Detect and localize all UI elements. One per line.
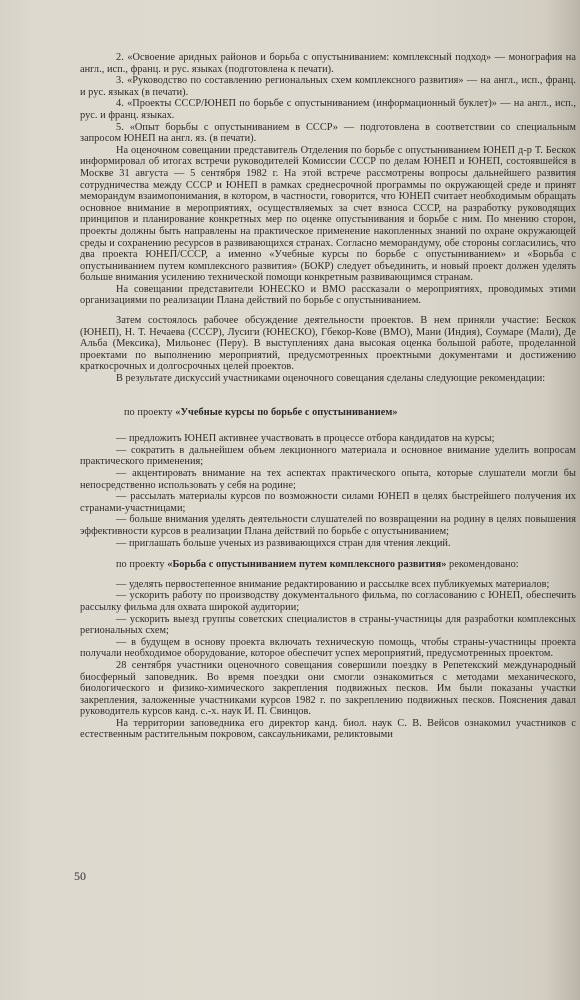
list-item: — в будущем в основу проекта включать техническую помощь, чтобы страны-участницы проекта получали необходимое оборудование, которое обеспечит успех мероприятий, предусмотренных проектом. [80, 636, 576, 660]
heading-prefix: по проекту [124, 406, 176, 418]
project-title: «Учебные курсы по борьбе с опустыниванием» [175, 406, 398, 418]
project-title: «Борьба с опустыниванием путем комплексного развития» [167, 559, 447, 571]
paragraph: 5. «Опыт борьбы с опустыниванием в СССР» — подготовлена в соответствии со специальным запросом ЮНЕП на англ. яз. (в печати). [80, 121, 576, 145]
list-item: — ускорить выезд группы советских специалистов в страны-участницы для разработки комплексных региональных схем; [80, 613, 576, 637]
page-text [80, 52, 576, 741]
list-item: — рассылать материалы курсов по возможности силами ЮНЕП в целях быстрейшего получения их странами-участницами; [80, 491, 576, 514]
paragraph: Затем состоялось рабочее обсуждение деятельности проектов. В нем приняли участие: Бескок (ЮНЕП), Н. Т. Нечаева (СССР), Лусиги (ЮНЕСКО), Гбекор-Кове (ВМО), Мани (Индия), Соумаре (Мали), Де Альба (Мексика), Мильонес (Перу). В выступлениях дана высокая оценка большой работе, проделанной проектами по выполнению мероприятий, предусмотренных проектными документами и достижению краткосрочных и долгосрочных целей проектов. [80, 315, 576, 373]
list-item: — сократить в дальнейшем объем лекционного материала и основное внимание уделить вопросам практического применения; [80, 444, 576, 468]
page-number: 50 [74, 869, 86, 883]
paragraph: 28 сентября участники оценочного совещания совершили поездку в Репетекский международный биосферный заповедник. Во время поездки они смогли ознакомиться с методами механического, биологического и физико-химического закрепления подвижных песков. Им были показаны участки закрепления, заложенные участниками курсов 1982 г. по закреплению подвижных песков. Пояснения давал руководитель курсов канд. с.-х. наук И. П. Свинцов. [80, 659, 576, 718]
heading-suffix: рекомендовано: [446, 559, 519, 571]
paragraph: На совещании представители ЮНЕСКО и ВМО рассказали о мероприятиях, проводимых этими организациями по реализации Плана действий по борьбе с опустыниванием. [80, 283, 576, 307]
paragraph: 2. «Освоение аридных районов и борьба с опустыниванием: комплексный подход» — монография на англ., исп., франц. и рус. языках (подготовлена к печати). [80, 52, 576, 75]
paragraph: В результате дискуссий участниками оценочного совещания сделаны следующие рекомендации: [116, 373, 546, 385]
list-item: — акцентировать внимание на тех аспектах практического опыта, которые слушатели могли бы непосредственно использовать у себя на родине; [80, 468, 576, 491]
paragraph: На оценочном совещании представитель Отделения по борьбе с опустыниванием ЮНЕП д-р Т. Бескок информировал об итогах встречи руководителей Комиссии СССР по делам ЮНЕП и ЮНЕП, состоявшейся в Москве 31 августа — 5 сентября 1982 г. На этой встрече рассмотрены вопросы дальнейшего развития сотрудничества между СССР и ЮНЕП в рамках среднесрочной программы по окружающей среде и принят меморандум взаимопонимания, в котором, в частности, говорится, что ЮНЕП считает необходимым обращать основное внимание в мероприятиях, осуществляемых за счет взноса СССР, на разработку руководящих принципов и планирование конкретных мер по оценке опустынивания и борьбе с ним. По мнению сторон, проекты должны быть направлены на практическое применение накопленных знаний по охране окружающей среды и сохранению ресурсов в развивающихся странах. Согласно меморандуму, обе стороны согласились, что два проекта ЮНЕП/СССР, а именно «Учебные курсы по борьбе с опустыниванием» и «Борьба с опустыниванием путем комплексного развития» (БОКР) следует объединить, и новый проект должен уделять больше внимания усилению технической помощи конкретным развивающимся странам. [80, 144, 576, 284]
heading-prefix: по проекту [116, 559, 168, 571]
paragraph: 4. «Проекты СССР/ЮНЕП по борьбе с опустыниванием (информационный буклет)» — на англ., исп., рус. и франц. языках. [80, 98, 576, 121]
paragraph: 3. «Руководство по составлению региональных схем комплексного развития» — на англ., исп., франц. и рус. языках (в печати). [80, 75, 576, 98]
recommendation-heading-bokr [80, 559, 576, 571]
paragraph: На территории заповедника его директор канд. биол. наук С. В. Вейсов ознакомил участников с естественным растительным покровом, саксаульниками, реликтовыми [80, 717, 576, 741]
spacer [80, 307, 576, 315]
list-item: — приглашать больше ученых из развивающихся стран для чтения лекций. [116, 537, 451, 549]
spacer [80, 571, 576, 579]
list-item: — ускорить работу по производству документального фильма, по согласованию с ЮНЕП, обеспечить рассылку фильма для охвата широкой аудитории; [80, 590, 576, 613]
list-item: — предложить ЮНЕП активнее участвовать в процессе отбора кандидатов на курсы; [116, 433, 495, 445]
list-item: — уделять первостепенное внимание редактированию и рассылке всех публикуемых материалов; [116, 578, 550, 590]
recommendation-heading-courses [124, 407, 576, 419]
list-item: — больше внимания уделять деятельности слушателей по возвращении на родину в целях повышения эффективности курсов в реализации Плана действий по борьбе с опустыниванием; [80, 514, 576, 537]
